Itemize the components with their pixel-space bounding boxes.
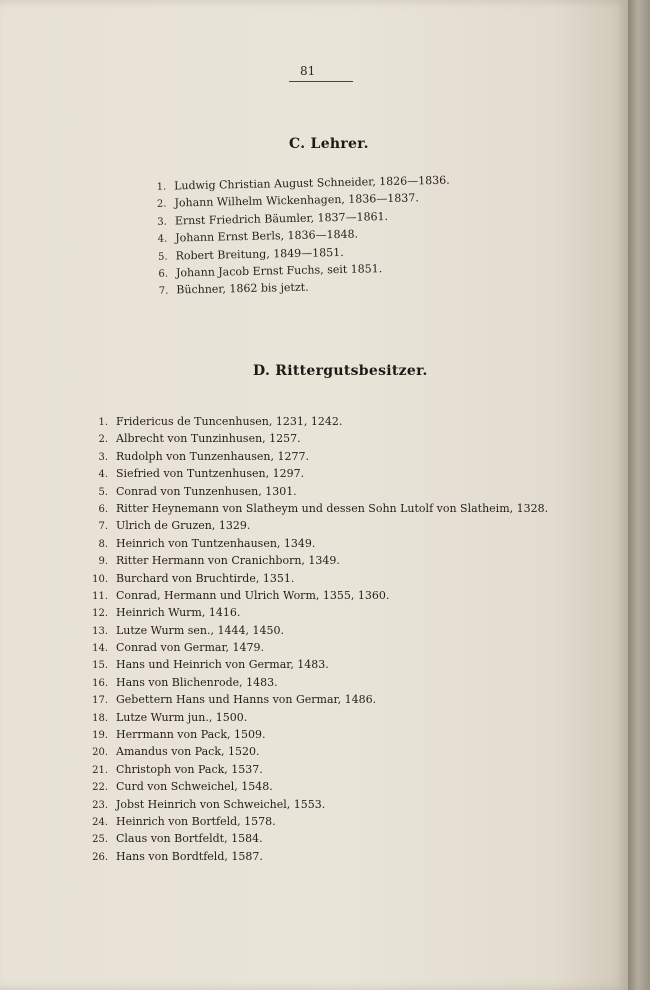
entry-number: 21. <box>92 764 108 776</box>
estate-owner-entry <box>86 622 548 639</box>
estate-owner-entry <box>86 778 548 795</box>
entry-number: 17. <box>92 695 108 707</box>
entry-number: 25. <box>92 834 108 846</box>
entry-text: Christoph von Pack, 1537. <box>116 762 263 776</box>
entry-text: Heinrich Wurm, 1416. <box>116 606 241 620</box>
entry-text: Curd von Schweichel, 1548. <box>116 780 273 794</box>
entry-number: 5. <box>98 486 108 498</box>
page-edge <box>628 0 650 990</box>
estate-owner-entry <box>86 674 548 691</box>
entry-number: 13. <box>92 625 108 637</box>
estate-owner-entry <box>86 813 548 830</box>
entry-text: Gebettern Hans und Hanns von Germar, 1486. <box>116 693 377 707</box>
entry-text: Conrad von Tunzenhusen, 1301. <box>116 484 297 498</box>
entry-text: Ernst Friedrich Bäumler, 1837—1861. <box>174 209 389 228</box>
entry-number: 7. <box>158 285 169 298</box>
entry-text: Johann Wilhelm Wickenhagen, 1836—1837. <box>174 191 419 210</box>
entry-text: Lutze Wurm jun., 1500. <box>116 710 248 724</box>
entry-text: Hans von Bordtfeld, 1587. <box>116 849 263 863</box>
estate-owner-entry <box>86 465 548 482</box>
entry-text: Claus von Bortfeldt, 1584. <box>116 832 263 846</box>
estate-owner-entry <box>86 500 548 517</box>
entry-number: 9. <box>98 556 108 568</box>
estate-owner-entry <box>86 483 548 500</box>
estate-owner-entry <box>86 639 548 656</box>
entry-number: 10. <box>92 573 108 585</box>
estate-owners-list <box>86 413 548 865</box>
entry-number: 12. <box>92 608 108 620</box>
entry-text: Lutze Wurm sen., 1444, 1450. <box>116 623 284 637</box>
entry-text: Büchner, 1862 bis jetzt. <box>176 281 309 297</box>
estate-owner-entry <box>86 726 548 743</box>
page-number: 81 <box>300 64 316 78</box>
entry-number: 5. <box>157 251 168 263</box>
entry-text: Ritter Heynemann von Slatheym und dessen Sohn Lutolf von Slatheim, 1328. <box>116 501 549 515</box>
estate-owner-entry <box>86 604 548 621</box>
entry-number: 18. <box>92 712 108 724</box>
estate-owner-entry <box>86 743 548 760</box>
entry-text: Hans von Blichenrode, 1483. <box>116 675 278 689</box>
entry-number: 22. <box>92 782 108 794</box>
estate-owner-entry <box>86 570 548 587</box>
entry-number: 2. <box>156 199 167 211</box>
entry-number: 4. <box>98 469 108 481</box>
entry-number: 1. <box>156 181 167 193</box>
entry-text: Heinrich von Tuntzenhausen, 1349. <box>116 536 316 550</box>
estate-owner-entry <box>86 709 548 726</box>
entry-number: 14. <box>92 643 108 655</box>
entry-number: 8. <box>98 538 108 550</box>
entry-number: 15. <box>92 660 108 672</box>
entry-text: Johann Jacob Ernst Fuchs, seit 1851. <box>175 262 383 280</box>
entry-text: Rudolph von Tunzenhausen, 1277. <box>116 449 309 463</box>
page-number-rule <box>289 81 353 82</box>
estate-owner-entry <box>86 796 548 813</box>
entry-text: Amandus von Pack, 1520. <box>116 745 260 759</box>
entry-number: 20. <box>92 747 108 759</box>
entry-number: 16. <box>92 677 108 689</box>
estate-owner-entry <box>86 535 548 552</box>
entry-number: 1. <box>98 417 108 428</box>
estate-owner-entry <box>86 587 548 604</box>
entry-text: Herrmann von Pack, 1509. <box>116 728 266 742</box>
entry-text: Siefried von Tuntzenhusen, 1297. <box>116 467 305 481</box>
entry-text: Conrad von Germar, 1479. <box>116 641 264 655</box>
entry-number: 11. <box>92 590 108 602</box>
entry-text: Robert Breitung, 1849—1851. <box>175 245 344 262</box>
estate-owner-entry <box>86 830 548 847</box>
estate-owner-entry <box>86 691 548 708</box>
entry-text: Albrecht von Tunzinhusen, 1257. <box>116 432 301 446</box>
entry-text: Conrad, Hermann und Ulrich Worm, 1355, 1360. <box>116 588 390 602</box>
entry-text: Ritter Hermann von Cranichborn, 1349. <box>116 554 340 568</box>
entry-text: Fridericus de Tuncenhusen, 1231, 1242. <box>116 415 343 428</box>
entry-number: 26. <box>92 851 108 863</box>
estate-owner-entry <box>86 656 548 673</box>
estate-owner-entry <box>86 430 548 447</box>
entry-text: Jobst Heinrich von Schweichel, 1553. <box>116 797 326 811</box>
estate-owner-entry <box>86 448 548 465</box>
entry-number: 3. <box>98 451 108 463</box>
entry-number: 23. <box>92 799 108 811</box>
estate-owner-entry <box>86 517 548 534</box>
estate-owner-entry <box>86 413 548 430</box>
teachers-list <box>148 172 452 300</box>
entry-number: 24. <box>92 816 108 828</box>
entry-text: Ulrich de Gruzen, 1329. <box>116 519 251 533</box>
section-c-heading: C. Lehrer. <box>289 136 369 152</box>
entry-text: Hans und Heinrich von Germar, 1483. <box>116 658 329 672</box>
entry-number: 2. <box>98 434 108 446</box>
entry-number: 7. <box>98 521 108 533</box>
estate-owner-entry <box>86 552 548 569</box>
estate-owner-entry <box>86 761 548 778</box>
entry-number: 4. <box>157 233 168 245</box>
entry-number: 6. <box>158 268 169 280</box>
entry-text: Ludwig Christian August Schneider, 1826—1836. <box>174 173 450 193</box>
entry-number: 3. <box>157 216 168 228</box>
entry-text: Burchard von Bruchtirde, 1351. <box>116 571 295 585</box>
entry-text: Heinrich von Bortfeld, 1578. <box>116 814 276 828</box>
entry-number: 19. <box>92 730 108 742</box>
entry-text: Johann Ernst Berls, 1836—1848. <box>175 227 359 245</box>
estate-owner-entry <box>86 848 548 865</box>
entry-number: 6. <box>98 503 108 515</box>
section-d-heading: D. Rittergutsbesitzer. <box>253 363 428 379</box>
